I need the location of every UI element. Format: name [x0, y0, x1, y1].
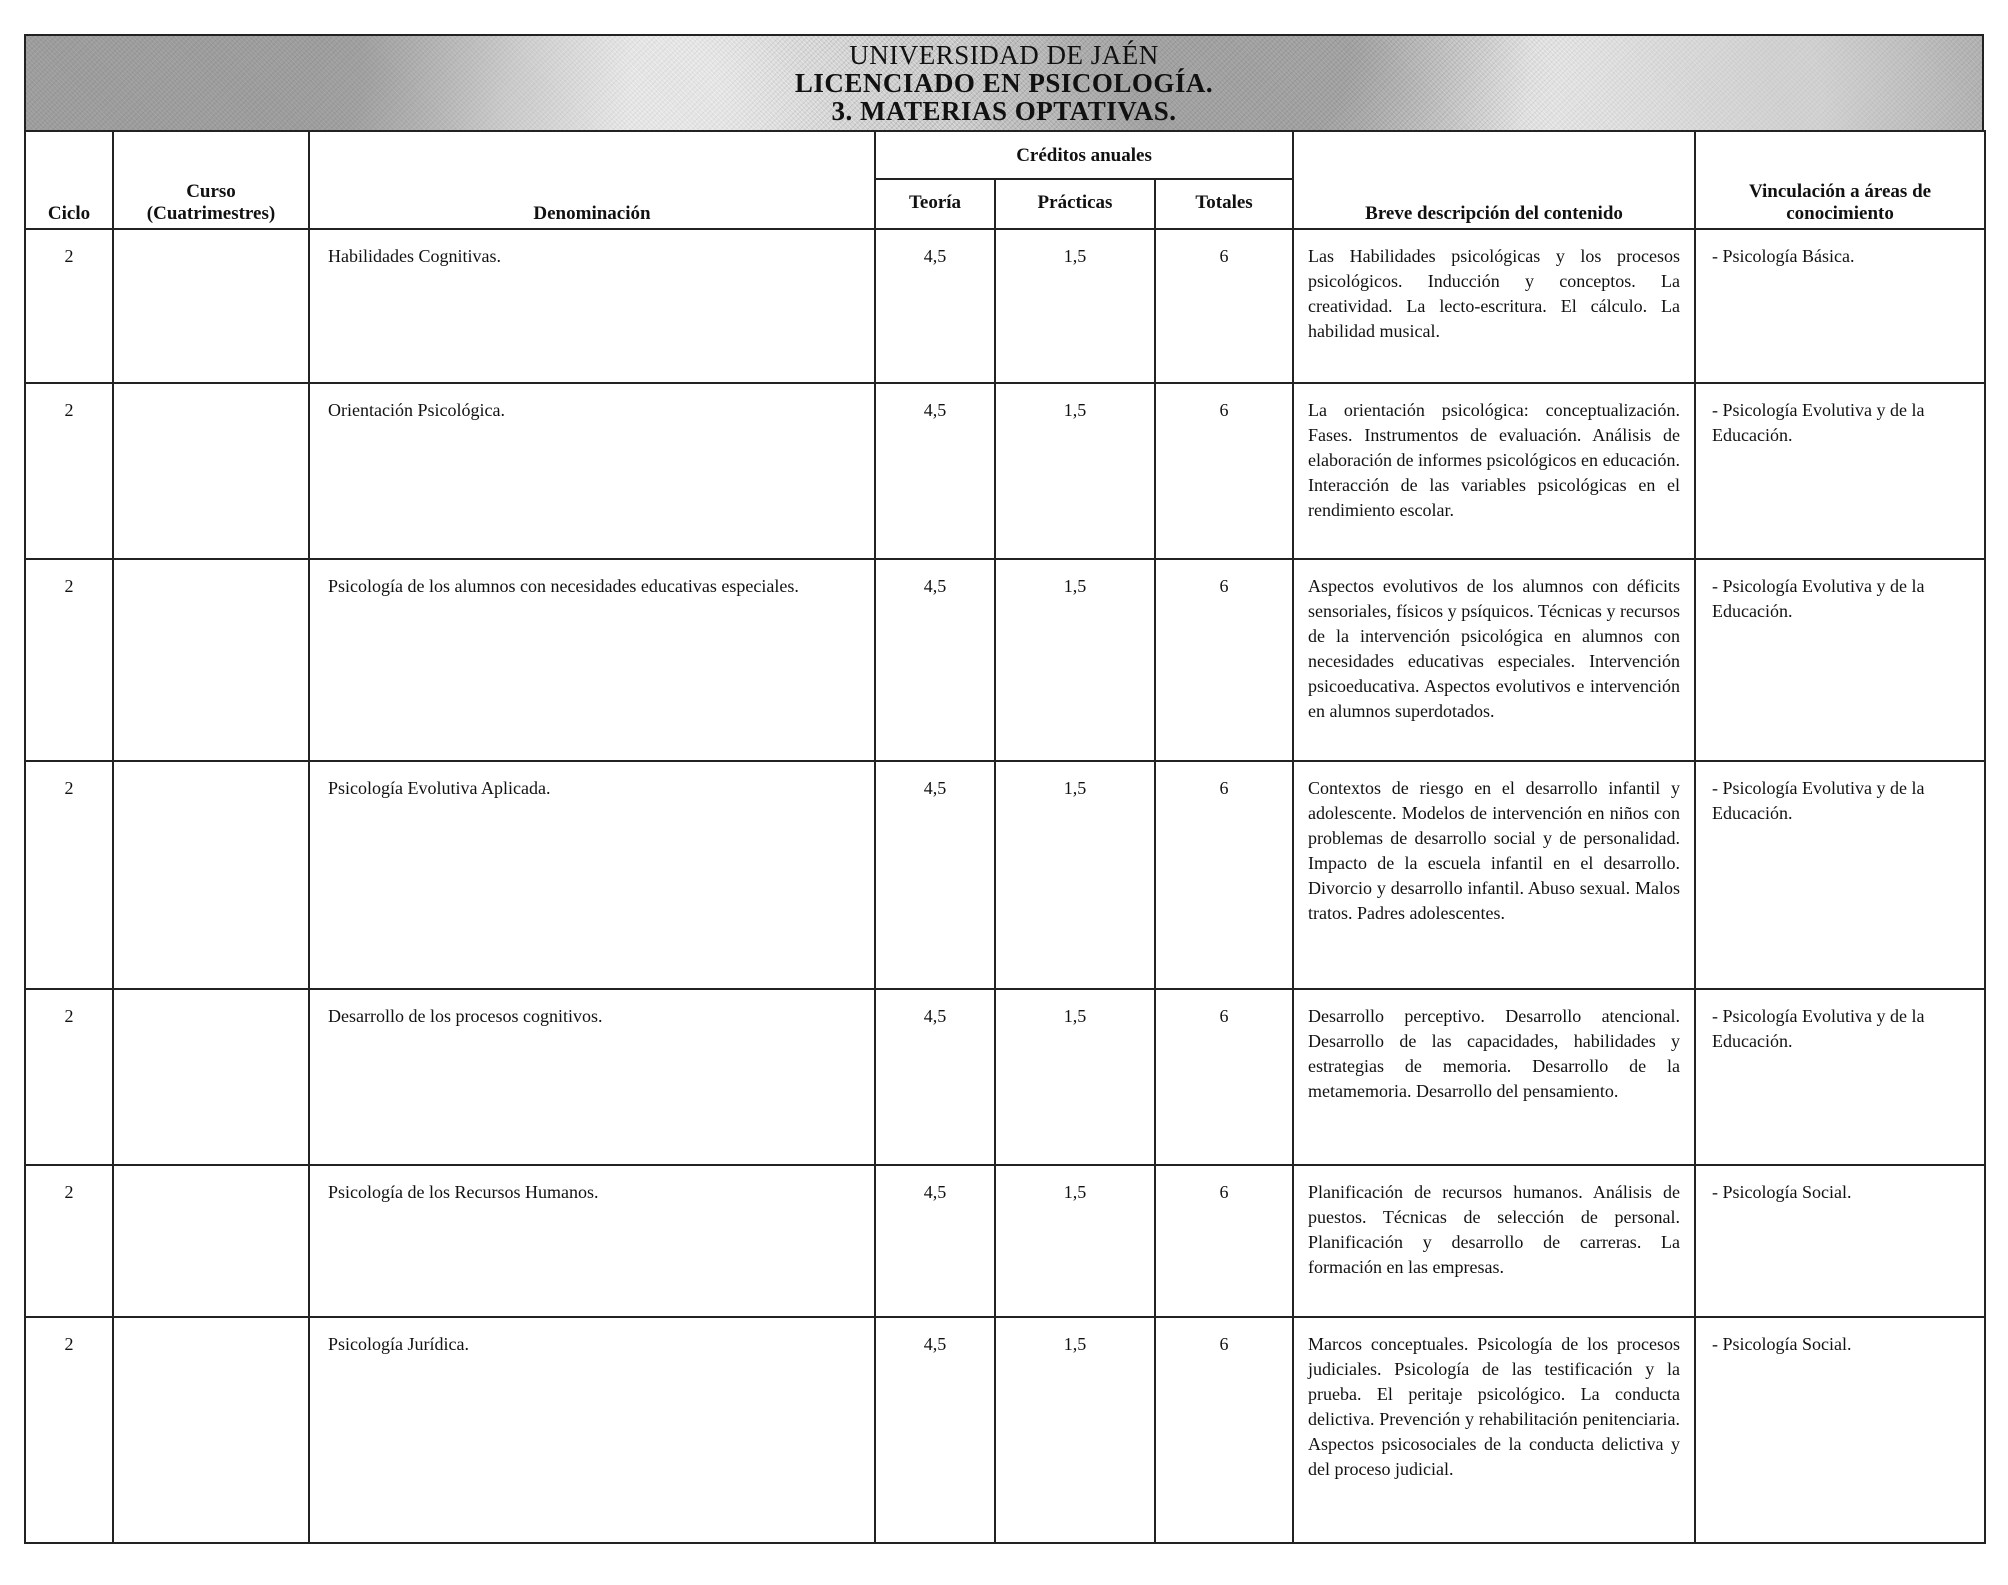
cell-totales: 6 [1155, 559, 1293, 761]
table-row [25, 229, 1985, 383]
cell-practicas: 1,5 [995, 761, 1155, 989]
col-totales: Totales [1155, 179, 1293, 229]
cell-vinculacion: - Psicología Social. [1695, 1317, 1985, 1543]
cell-descripcion: Contextos de riesgo en el desarrollo infantil y adolescente. Modelos de intervención en niños con problemas de desarrollo social y de personalidad. Impacto de la escuela infantil en el desarrollo. Divorcio y desarrollo infantil. Abuso sexual. Malos tratos. Padres adolescentes. [1293, 761, 1695, 989]
table-row [25, 559, 1985, 761]
cell-teoria: 4,5 [875, 559, 995, 761]
cell-ciclo: 2 [25, 761, 113, 989]
cell-vinculacion: - Psicología Evolutiva y de la Educación. [1695, 989, 1985, 1165]
cell-practicas: 1,5 [995, 1165, 1155, 1317]
cell-descripcion: La orientación psicológica: conceptualización. Fases. Instrumentos de evaluación. Análisis de elaboración de informes psicológicos en educación. Interacción de las variables psicológicas en el rendimiento escolar. [1293, 383, 1695, 559]
table-row [25, 761, 1985, 989]
col-ciclo: Ciclo [25, 131, 113, 229]
section-title: 3. MATERIAS OPTATIVAS. [831, 96, 1177, 126]
col-practicas: Prácticas [995, 179, 1155, 229]
cell-denominacion: Psicología de los alumnos con necesidades educativas especiales. [309, 559, 875, 761]
cell-vinculacion: - Psicología Evolutiva y de la Educación. [1695, 383, 1985, 559]
cell-totales: 6 [1155, 229, 1293, 383]
col-creditos-group: Créditos anuales [875, 131, 1293, 179]
cell-totales: 6 [1155, 1165, 1293, 1317]
cell-denominacion: Psicología de los Recursos Humanos. [309, 1165, 875, 1317]
cell-teoria: 4,5 [875, 383, 995, 559]
cell-totales: 6 [1155, 761, 1293, 989]
subjects-table [24, 130, 1986, 1544]
cell-totales: 6 [1155, 989, 1293, 1165]
table-row [25, 989, 1985, 1165]
cell-teoria: 4,5 [875, 1317, 995, 1543]
col-curso-line1: Curso [186, 181, 236, 202]
table-header [25, 131, 1985, 229]
cell-vinculacion: - Psicología Evolutiva y de la Educación. [1695, 559, 1985, 761]
cell-vinculacion: - Psicología Social. [1695, 1165, 1985, 1317]
cell-curso [113, 559, 309, 761]
cell-vinculacion: - Psicología Básica. [1695, 229, 1985, 383]
cell-ciclo: 2 [25, 1165, 113, 1317]
university-title: UNIVERSIDAD DE JAÉN [849, 40, 1159, 70]
degree-title: LICENCIADO EN PSICOLOGÍA. [794, 68, 1214, 98]
cell-teoria: 4,5 [875, 1165, 995, 1317]
col-curso-line2: (Cuatrimestres) [146, 203, 276, 224]
cell-curso [113, 989, 309, 1165]
cell-ciclo: 2 [25, 1317, 113, 1543]
cell-totales: 6 [1155, 1317, 1293, 1543]
cell-denominacion: Psicología Evolutiva Aplicada. [309, 761, 875, 989]
cell-descripcion: Marcos conceptuales. Psicología de los procesos judiciales. Psicología de las testificación y la prueba. El peritaje psicológico. La conducta delictiva. Prevención y rehabilitación penitenciaria. Aspectos psicosociales de la conducta delictiva y del proceso judicial. [1293, 1317, 1695, 1543]
cell-teoria: 4,5 [875, 229, 995, 383]
cell-denominacion: Orientación Psicológica. [309, 383, 875, 559]
cell-denominacion: Psicología Jurídica. [309, 1317, 875, 1543]
col-vinculacion: Vinculación a áreas de conocimiento [1695, 131, 1985, 229]
col-descripcion: Breve descripción del contenido [1293, 131, 1695, 229]
cell-descripcion: Las Habilidades psicológicas y los procesos psicológicos. Inducción y conceptos. La creatividad. La lecto-escritura. El cálculo. La habilidad musical. [1293, 229, 1695, 383]
col-denominacion: Denominación [309, 131, 875, 229]
cell-curso [113, 383, 309, 559]
table-row [25, 1317, 1985, 1543]
cell-curso [113, 761, 309, 989]
table-row [25, 1165, 1985, 1317]
cell-ciclo: 2 [25, 559, 113, 761]
cell-descripcion: Planificación de recursos humanos. Análisis de puestos. Técnicas de selección de personal. Planificación y desarrollo de carreras. La formación en las empresas. [1293, 1165, 1695, 1317]
cell-ciclo: 2 [25, 383, 113, 559]
cell-curso [113, 1165, 309, 1317]
cell-practicas: 1,5 [995, 229, 1155, 383]
title-banner [24, 34, 1984, 130]
cell-denominacion: Habilidades Cognitivas. [309, 229, 875, 383]
cell-ciclo: 2 [25, 229, 113, 383]
cell-denominacion: Desarrollo de los procesos cognitivos. [309, 989, 875, 1165]
table-row [25, 383, 1985, 559]
cell-practicas: 1,5 [995, 1317, 1155, 1543]
cell-totales: 6 [1155, 383, 1293, 559]
cell-curso [113, 1317, 309, 1543]
cell-teoria: 4,5 [875, 989, 995, 1165]
cell-descripcion: Aspectos evolutivos de los alumnos con déficits sensoriales, físicos y psíquicos. Técnicas y recursos de la intervención psicológica en alumnos con necesidades educativas especiales. Intervención psicoeducativa. Aspectos evolutivos e intervención en alumnos superdotados. [1293, 559, 1695, 761]
cell-descripcion: Desarrollo perceptivo. Desarrollo atencional. Desarrollo de las capacidades, habilidades y estrategias de memoria. Desarrollo de la metamemoria. Desarrollo del pensamiento. [1293, 989, 1695, 1165]
cell-practicas: 1,5 [995, 989, 1155, 1165]
col-teoria: Teoría [875, 179, 995, 229]
cell-teoria: 4,5 [875, 761, 995, 989]
table-body [25, 229, 1985, 1543]
cell-vinculacion: - Psicología Evolutiva y de la Educación. [1695, 761, 1985, 989]
cell-practicas: 1,5 [995, 559, 1155, 761]
cell-ciclo: 2 [25, 989, 113, 1165]
cell-curso [113, 229, 309, 383]
cell-practicas: 1,5 [995, 383, 1155, 559]
document [24, 34, 1984, 1544]
col-curso [113, 131, 309, 229]
